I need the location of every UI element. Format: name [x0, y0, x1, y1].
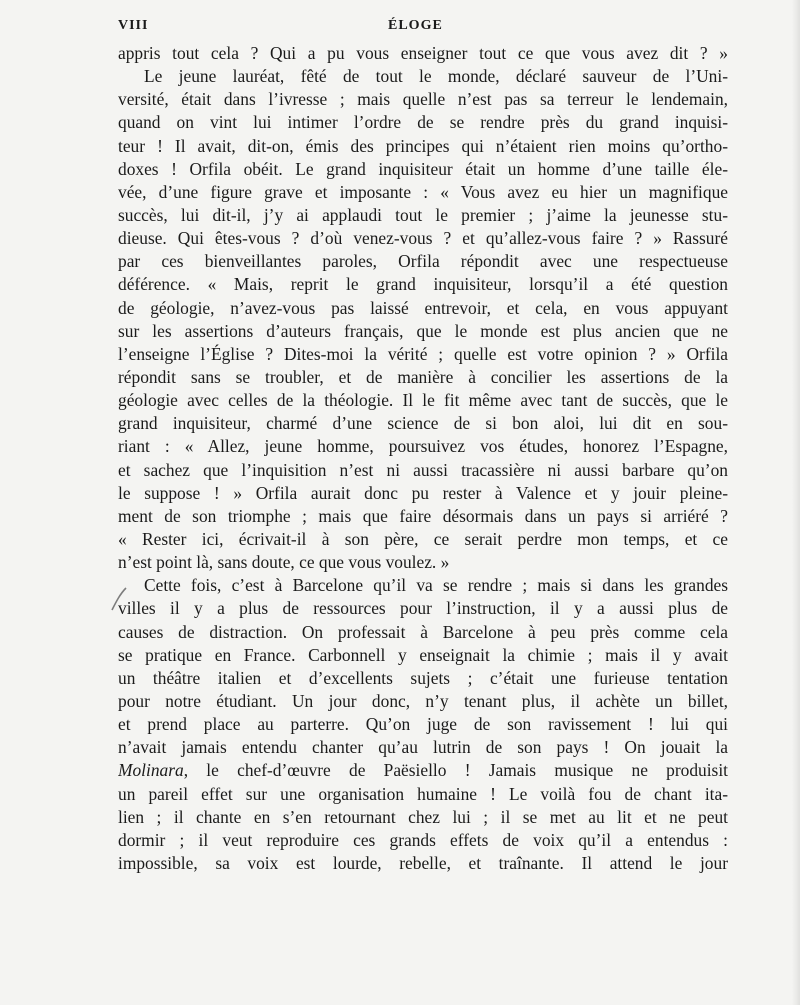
text-line: « Rester ici, écrivait-il à son père, ce serait perdre mon temps, et ce — [118, 528, 728, 549]
text-line: dieuse. Qui êtes-vous ? d’où venez-vous ? et qu’allez-vous faire ? » Rassuré — [118, 228, 728, 249]
text-line: le suppose ! » Orfila aurait donc pu rester à Valence et y jouir pleine- — [118, 482, 728, 503]
text-line: Cette fois, c’est à Barcelone qu’il va se rendre ; mais si dans les grandes — [144, 575, 728, 596]
text-line: quand on vint lui intimer l’ordre de se rendre près du grand inquisi- — [118, 112, 728, 133]
page-number: VIII — [118, 18, 149, 33]
text-line: causes de distraction. On professait à Barcelone à peu près comme cela — [118, 621, 728, 642]
text-line: villes il y a plus de ressources pour l’instruction, il y a aussi plus de — [118, 598, 728, 619]
text-line: riant : « Allez, jeune homme, poursuivez vos études, honorez l’Espagne, — [118, 436, 728, 457]
text-line: n’est point là, sans doute, ce que vous voulez. » — [118, 552, 450, 573]
text-line: appris tout cela ? Qui a pu vous enseigner tout ce que vous avez dit ? » — [118, 43, 728, 63]
text-line: vée, d’une figure grave et imposante : « Vous avez eu hier un magnifique — [118, 181, 728, 202]
body-text — [118, 42, 728, 875]
pencil-stroke-icon — [108, 586, 130, 612]
text-line: géologie avec celles de la théologie. Il le fit même avec tant de succès, que le — [118, 390, 728, 411]
text-line: l’enseigne l’Église ? Dites-moi la vérité ; quelle est votre opinion ? » Orfila — [118, 343, 728, 364]
text-line: pour notre étudiant. Un jour donc, n’y tenant plus, il achète un billet, — [118, 690, 728, 711]
text-line: succès, lui dit-il, j’y ai applaudi tout le premier ; j’aime la jeunesse stu- — [118, 204, 728, 225]
text-line — [118, 759, 728, 782]
text-line: lien ; il chante en s’en retournant chez lui ; il se met au lit et ne peut — [118, 806, 728, 827]
margin-pencil-mark — [108, 586, 130, 618]
text-line: grand inquisiteur, charmé d’une science de si bon aloi, lui dit en sou- — [118, 413, 728, 434]
text-line: ment de son triomphe ; mais que faire désormais dans un pays si arriéré ? — [118, 505, 728, 526]
text-line: n’avait jamais entendu chanter qu’au lutrin de son pays ! On jouait la — [118, 737, 728, 758]
text-line: se pratique en France. Carbonnell y enseignait la chimie ; mais il y avait — [118, 644, 728, 665]
text-line: versité, était dans l’ivresse ; mais quelle n’est pas sa terreur le lendemain, — [118, 89, 728, 110]
text-line: par ces bienveillantes paroles, Orfila répondit avec une respectueuse — [118, 251, 728, 272]
text-line: teur ! Il avait, dit-on, émis des principes qui n’étaient rien moins qu’ortho- — [118, 135, 728, 156]
text-line: et sachez que l’inquisition n’est ni aussi tracassière ni aussi barbare qu’on — [118, 459, 728, 480]
text-line: déférence. « Mais, reprit le grand inquisiteur, lorsqu’il a été question — [118, 274, 728, 295]
text-line: Le jeune lauréat, fêté de tout le monde, déclaré sauveur de l’Uni- — [144, 66, 728, 87]
text-line: et prend place au parterre. Qu’on juge de son ravissement ! lui qui — [118, 714, 728, 735]
text-line: dormir ; il veut reproduire ces grands effets de voix qu’il a entendus : — [118, 829, 728, 850]
text-line: un pareil effet sur une organisation humaine ! Le voilà fou de chant ita- — [118, 783, 728, 804]
text-line: un théâtre italien et d’excellents sujets ; c’était une furieuse tentation — [118, 667, 728, 688]
italic-title: Molinara — [118, 760, 184, 781]
text-line: doxes ! Orfila obéit. Le grand inquisiteur était un homme d’une taille éle- — [118, 158, 728, 179]
text-line: impossible, sa voix est lourde, rebelle, et traînante. Il attend le jour — [118, 852, 728, 873]
text-line: répondit sans se troubler, et de manière à concilier les assertions de la — [118, 366, 728, 387]
text-line-rest: , le chef-d’œuvre de Paësiello ! Jamais musique ne produisit — [183, 760, 728, 781]
text-line: de géologie, n’avez-vous pas laissé entrevoir, et cela, en vous appuyant — [118, 297, 728, 318]
running-head — [118, 18, 728, 42]
header-title: ÉLOGE — [388, 18, 443, 33]
text-line: sur les assertions d’auteurs français, que le monde est plus ancien que ne — [118, 320, 728, 341]
